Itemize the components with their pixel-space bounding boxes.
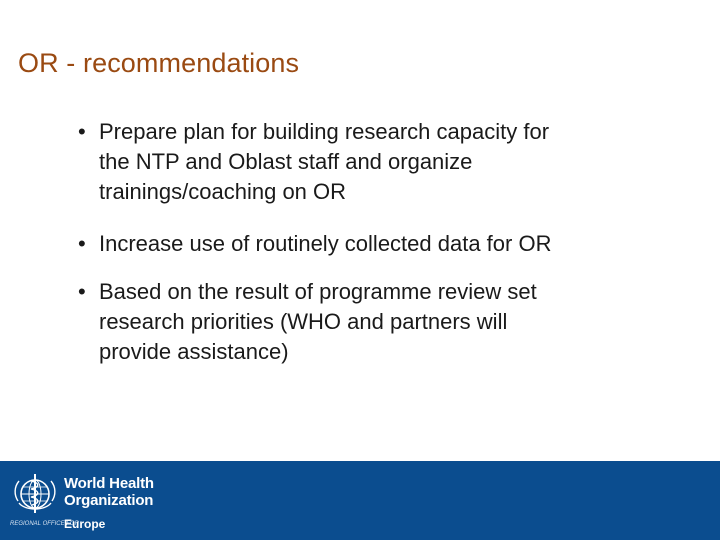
bullet-marker: • [78,231,86,256]
bullet-text: Increase use of routinely collected data for OR [99,231,552,256]
who-footer-bar [0,461,720,540]
slide-title: OR - recommendations [18,48,300,78]
bullet-marker: • [78,119,86,144]
org-name: World Health Organization [64,475,154,509]
regional-office-label: REGIONAL OFFICE FOR [10,521,79,527]
bullet-text: Prepare plan for building research capacity for the NTP and Oblast staff and organize trainings/coaching on OR [99,119,550,204]
bullet-text: Based on the result of programme review set research priorities (WHO and partners will provide assistance) [99,279,537,364]
region-label: Europe [64,517,106,531]
bullet-marker: • [78,279,86,304]
who-emblem-icon [10,469,60,519]
